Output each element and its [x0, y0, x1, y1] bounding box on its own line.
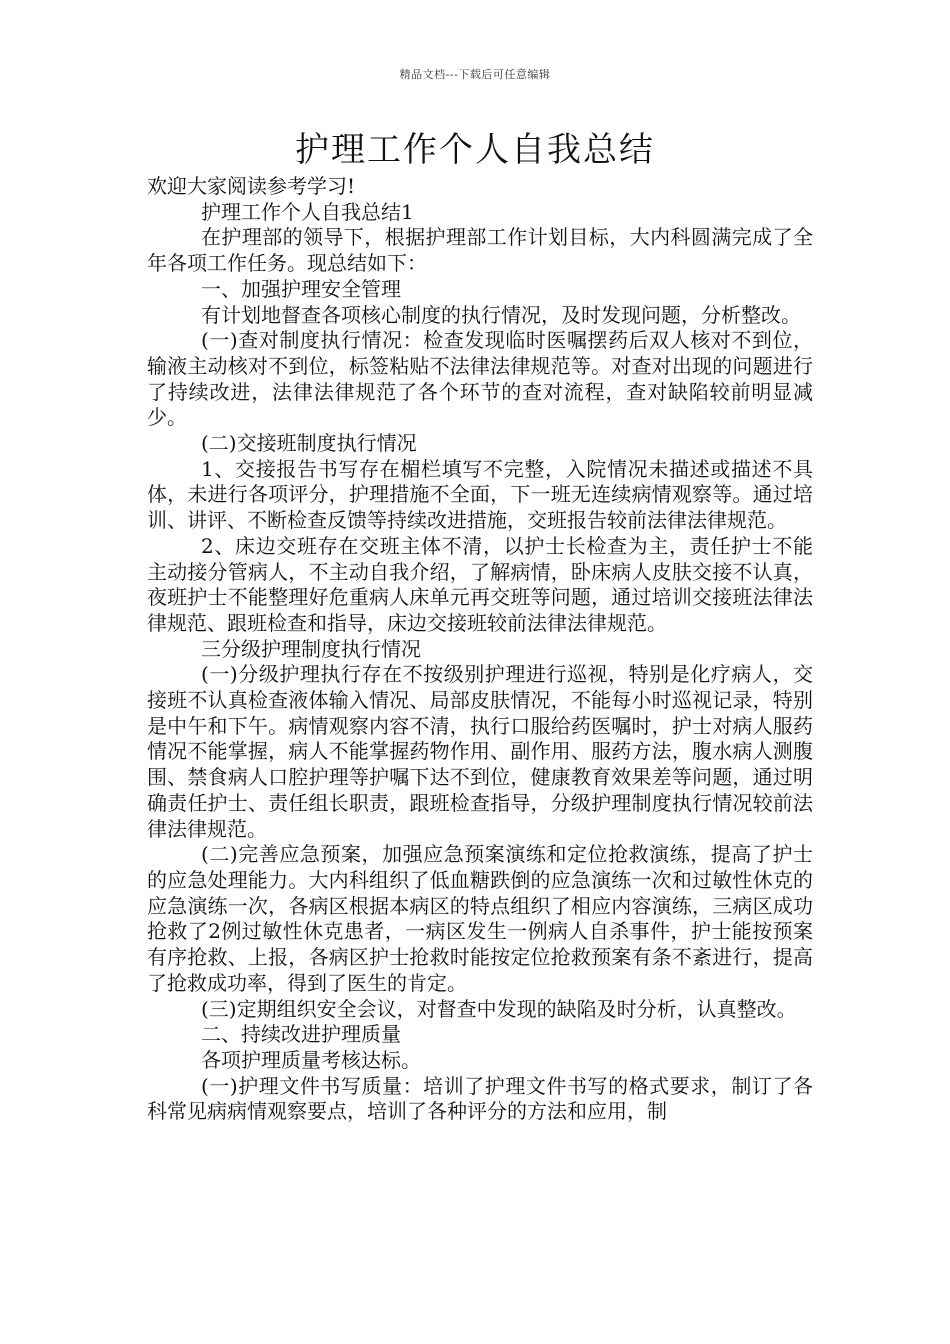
subsection-heading: (二)交接班制度执行情况	[201, 431, 417, 456]
paragraph: (一)查对制度执行情况：检查发现临时医嘱摆药后双人核对不到位，输液主动核对不到位，标签粘贴不法律法律规范等。对查对出现的问题进行了持续改进，法律法律规范了各个环节的查对流程，查对缺陷较前明显减少。	[147, 328, 813, 430]
paragraph: 护理工作个人自我总结1	[201, 199, 414, 224]
section-heading: 一、加强护理安全管理	[201, 276, 401, 301]
paragraph: 有计划地督查各项核心制度的执行情况，及时发现问题，分析整改。	[201, 302, 801, 327]
paragraph: 在护理部的领导下，根据护理部工作计划目标，大内科圆满完成了全年各项工作任务。现总结如下：	[147, 225, 813, 276]
header-note: 精品文档---下载后可任意编辑	[399, 68, 551, 81]
paragraph: 2、床边交班存在交班主体不清，以护士长检查为主，责任护士不能主动接分管病人，不主动自我介绍，了解病情，卧床病人皮肤交接不认真，夜班护士不能整理好危重病人床单元再交班等问题，通过培训交接班法律法律规范、跟班检查和指导，床边交接班较前法律法律规范。	[147, 533, 813, 635]
paragraph: 1、交接报告书写存在楣栏填写不完整，入院情况未描述或描述不具体，未进行各项评分，护理措施不全面，下一班无连续病情观察等。通过培训、讲评、不断检查反馈等持续改进措施，交班报告较前法律法律规范。	[147, 456, 813, 533]
paragraph: (三)定期组织安全会议，对督查中发现的缺陷及时分析，认真整改。	[201, 996, 797, 1021]
paragraph: 各项护理质量考核达标。	[201, 1047, 421, 1072]
document-title: 护理工作个人自我总结	[295, 130, 655, 170]
section-heading: 二、持续改进护理质量	[201, 1022, 401, 1047]
paragraph: (一)护理文件书写质量：培训了护理文件书写的格式要求，制订了各科常见病病情观察要点，培训了各种评分的方法和应用，制	[147, 1073, 813, 1124]
paragraph: (二)完善应急预案，加强应急预案演练和定位抢救演练，提高了护士的应急处理能力。大内科组织了低血糖跌倒的应急演练一次和过敏性休克的应急演练一次，各病区根据本病区的特点组织了相应内容演练，三病区成功抢救了2例过敏性休克患者，一病区发生一例病人自杀事件，护士能按预案有序抢救、上报，各病区护士抢救时能按定位抢救预案有条不紊进行，提高了抢救成功率，得到了医生的肯定。	[147, 842, 813, 995]
document-body	[147, 174, 813, 1125]
paragraph: 欢迎大家阅读参考学习!	[147, 174, 356, 198]
subsection-heading: 三分级护理制度执行情况	[201, 636, 421, 661]
paragraph: (一)分级护理执行存在不按级别护理进行巡视，特别是化疗病人，交接班不认真检查液体输入情况、局部皮肤情况，不能每小时巡视记录，特别是中午和下午。病情观察内容不清，执行口服给药医嘱时，护士对病人服药情况不能掌握，病人不能掌握药物作用、副作用、服药方法，腹水病人测腹围、禁食病人口腔护理等护嘱下达不到位，健康教育效果差等问题，通过明确责任护士、责任组长职责，跟班检查指导，分级护理制度执行情况较前法律法律规范。	[147, 662, 813, 841]
